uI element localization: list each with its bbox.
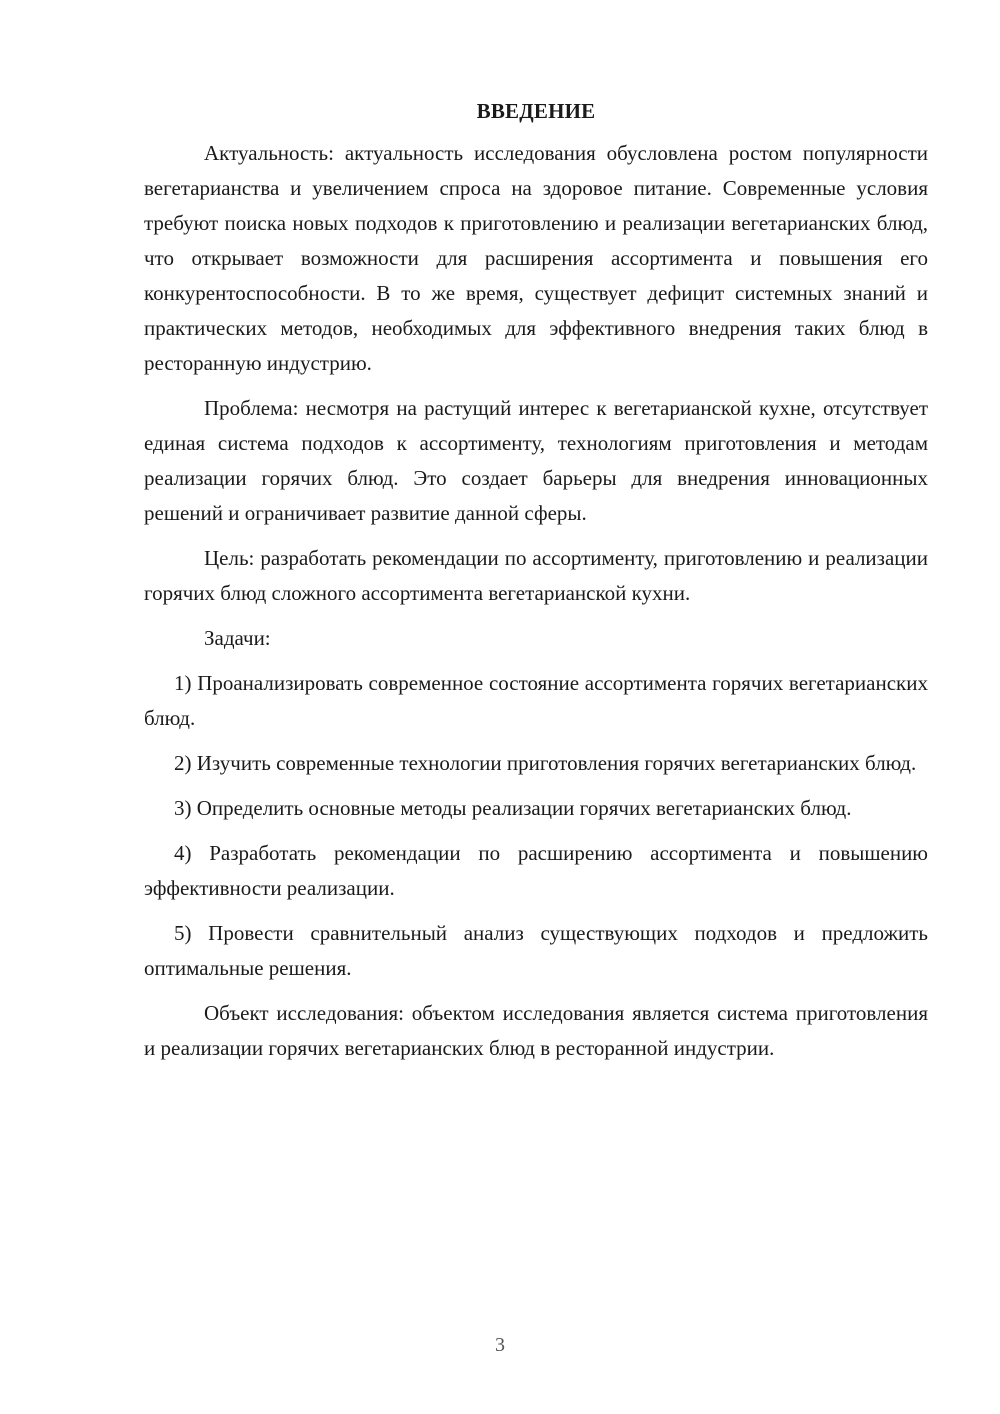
task-item-4: 4) Разработать рекомендации по расширению ассортимента и повышению эффективности реализации. bbox=[144, 841, 928, 900]
document-page bbox=[144, 96, 928, 1076]
task-item-3: 3) Определить основные методы реализации горячих вегетарианских блюд. bbox=[174, 796, 852, 820]
task-item-2: 2) Изучить современные технологии приготовления горячих вегетарианских блюд. bbox=[174, 751, 917, 775]
task-item-5: 5) Провести сравнительный анализ существующих подходов и предложить оптимальные решения. bbox=[144, 921, 928, 980]
object-paragraph: Объект исследования: объектом исследования является система приготовления и реализации горячих вегетарианских блюд в ресторанной индустрии. bbox=[144, 1001, 928, 1060]
problem-paragraph: Проблема: несмотря на растущий интерес к вегетарианской кухне, отсутствует единая система подходов к ассортименту, технологиям приготовления и методам реализации горячих блюд. Это создает барьеры для внедрения инновационных решений и ограничивает развитие данной сферы. bbox=[144, 396, 928, 525]
tasks-heading: Задачи: bbox=[204, 626, 271, 650]
goal-paragraph: Цель: разработать рекомендации по ассортименту, приготовлению и реализации горячих блюд сложного ассортимента вегетарианской кухни. bbox=[144, 546, 928, 605]
page-number: 3 bbox=[495, 1334, 505, 1356]
task-item-1: 1) Проанализировать современное состояние ассортимента горячих вегетарианских блюд. bbox=[144, 671, 928, 730]
relevance-paragraph: Актуальность: актуальность исследования обусловлена ростом популярности вегетарианства и увеличением спроса на здоровое питание. Современные условия требуют поиска новых подходов к приготовлению и реализации вегетарианских блюд, что открывает возможности для расширения ассортимента и повышения его конкурентоспособности. В то же время, существует дефицит системных знаний и практических методов, необходимых для эффективного внедрения таких блюд в ресторанную индустрию. bbox=[144, 141, 928, 375]
page-title: ВВЕДЕНИЕ bbox=[476, 99, 596, 123]
